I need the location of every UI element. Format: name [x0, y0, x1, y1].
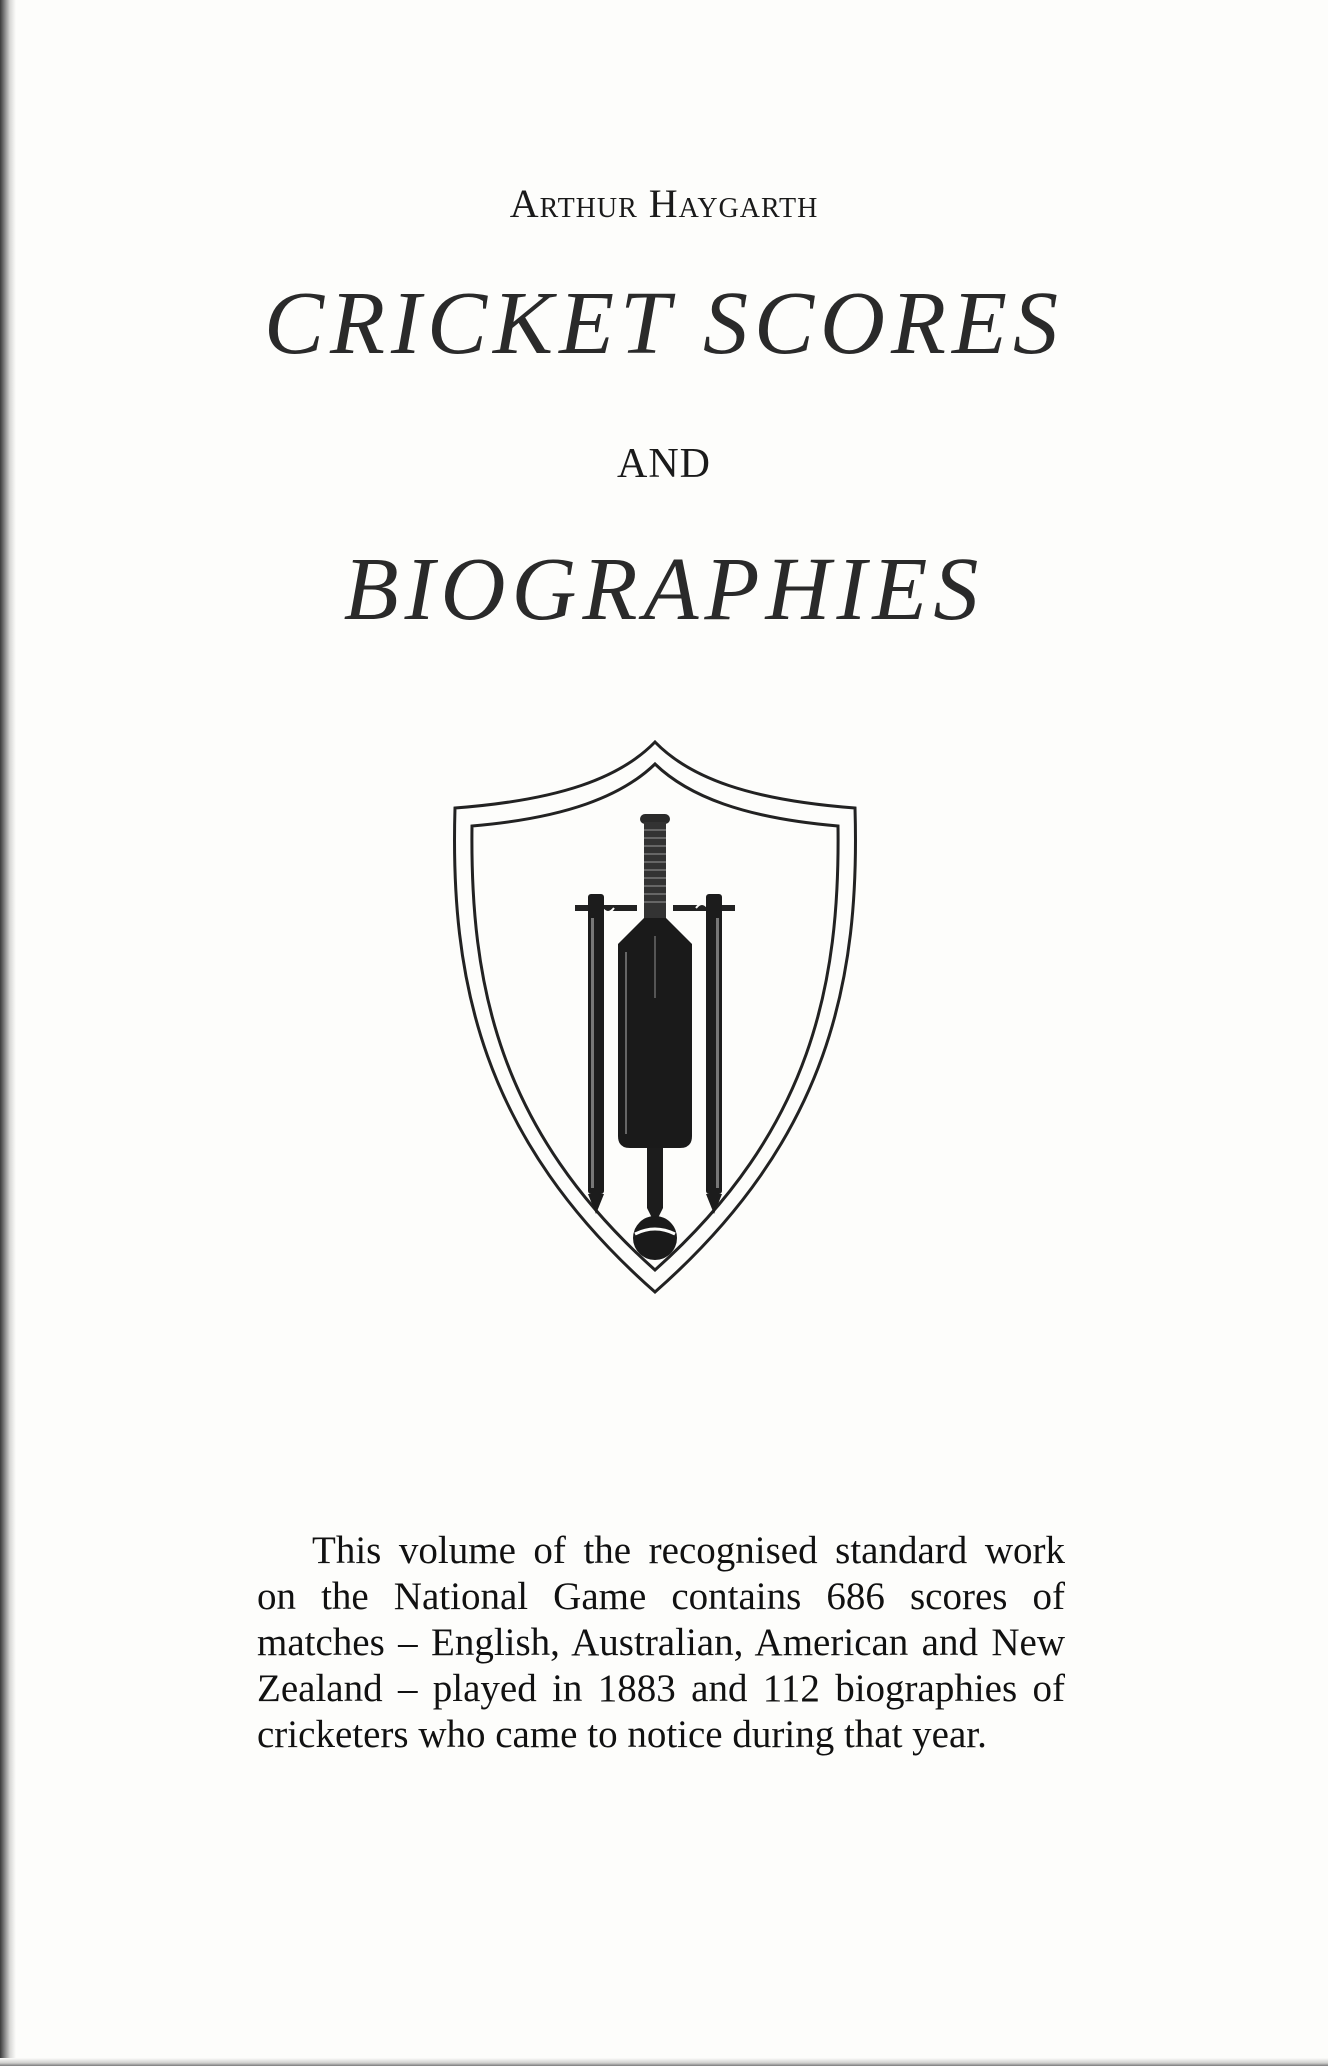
right-stump [706, 894, 722, 1214]
title-line-1: CRICKET SCORES [264, 274, 1064, 373]
cricket-bat-and-stumps-shield-icon [450, 738, 860, 1298]
description-paragraph: This volume of the recognised standard work on the National Game contains 686 scores of matches – English, Australian, American and New Zealand – played in 1883 and 112 biographies of cricketers who came to notice during that year. [257, 1529, 1065, 1756]
cricket-ball [633, 1216, 677, 1260]
title-conjunction: AND [617, 441, 711, 487]
author-name: Arthur Haygarth [509, 181, 819, 226]
left-stump [588, 894, 604, 1214]
middle-stump [647, 1148, 663, 1224]
cricket-bat [618, 814, 692, 1148]
bottom-edge-shadow [0, 2058, 1328, 2066]
title-line-2: BIOGRAPHIES [343, 540, 985, 639]
